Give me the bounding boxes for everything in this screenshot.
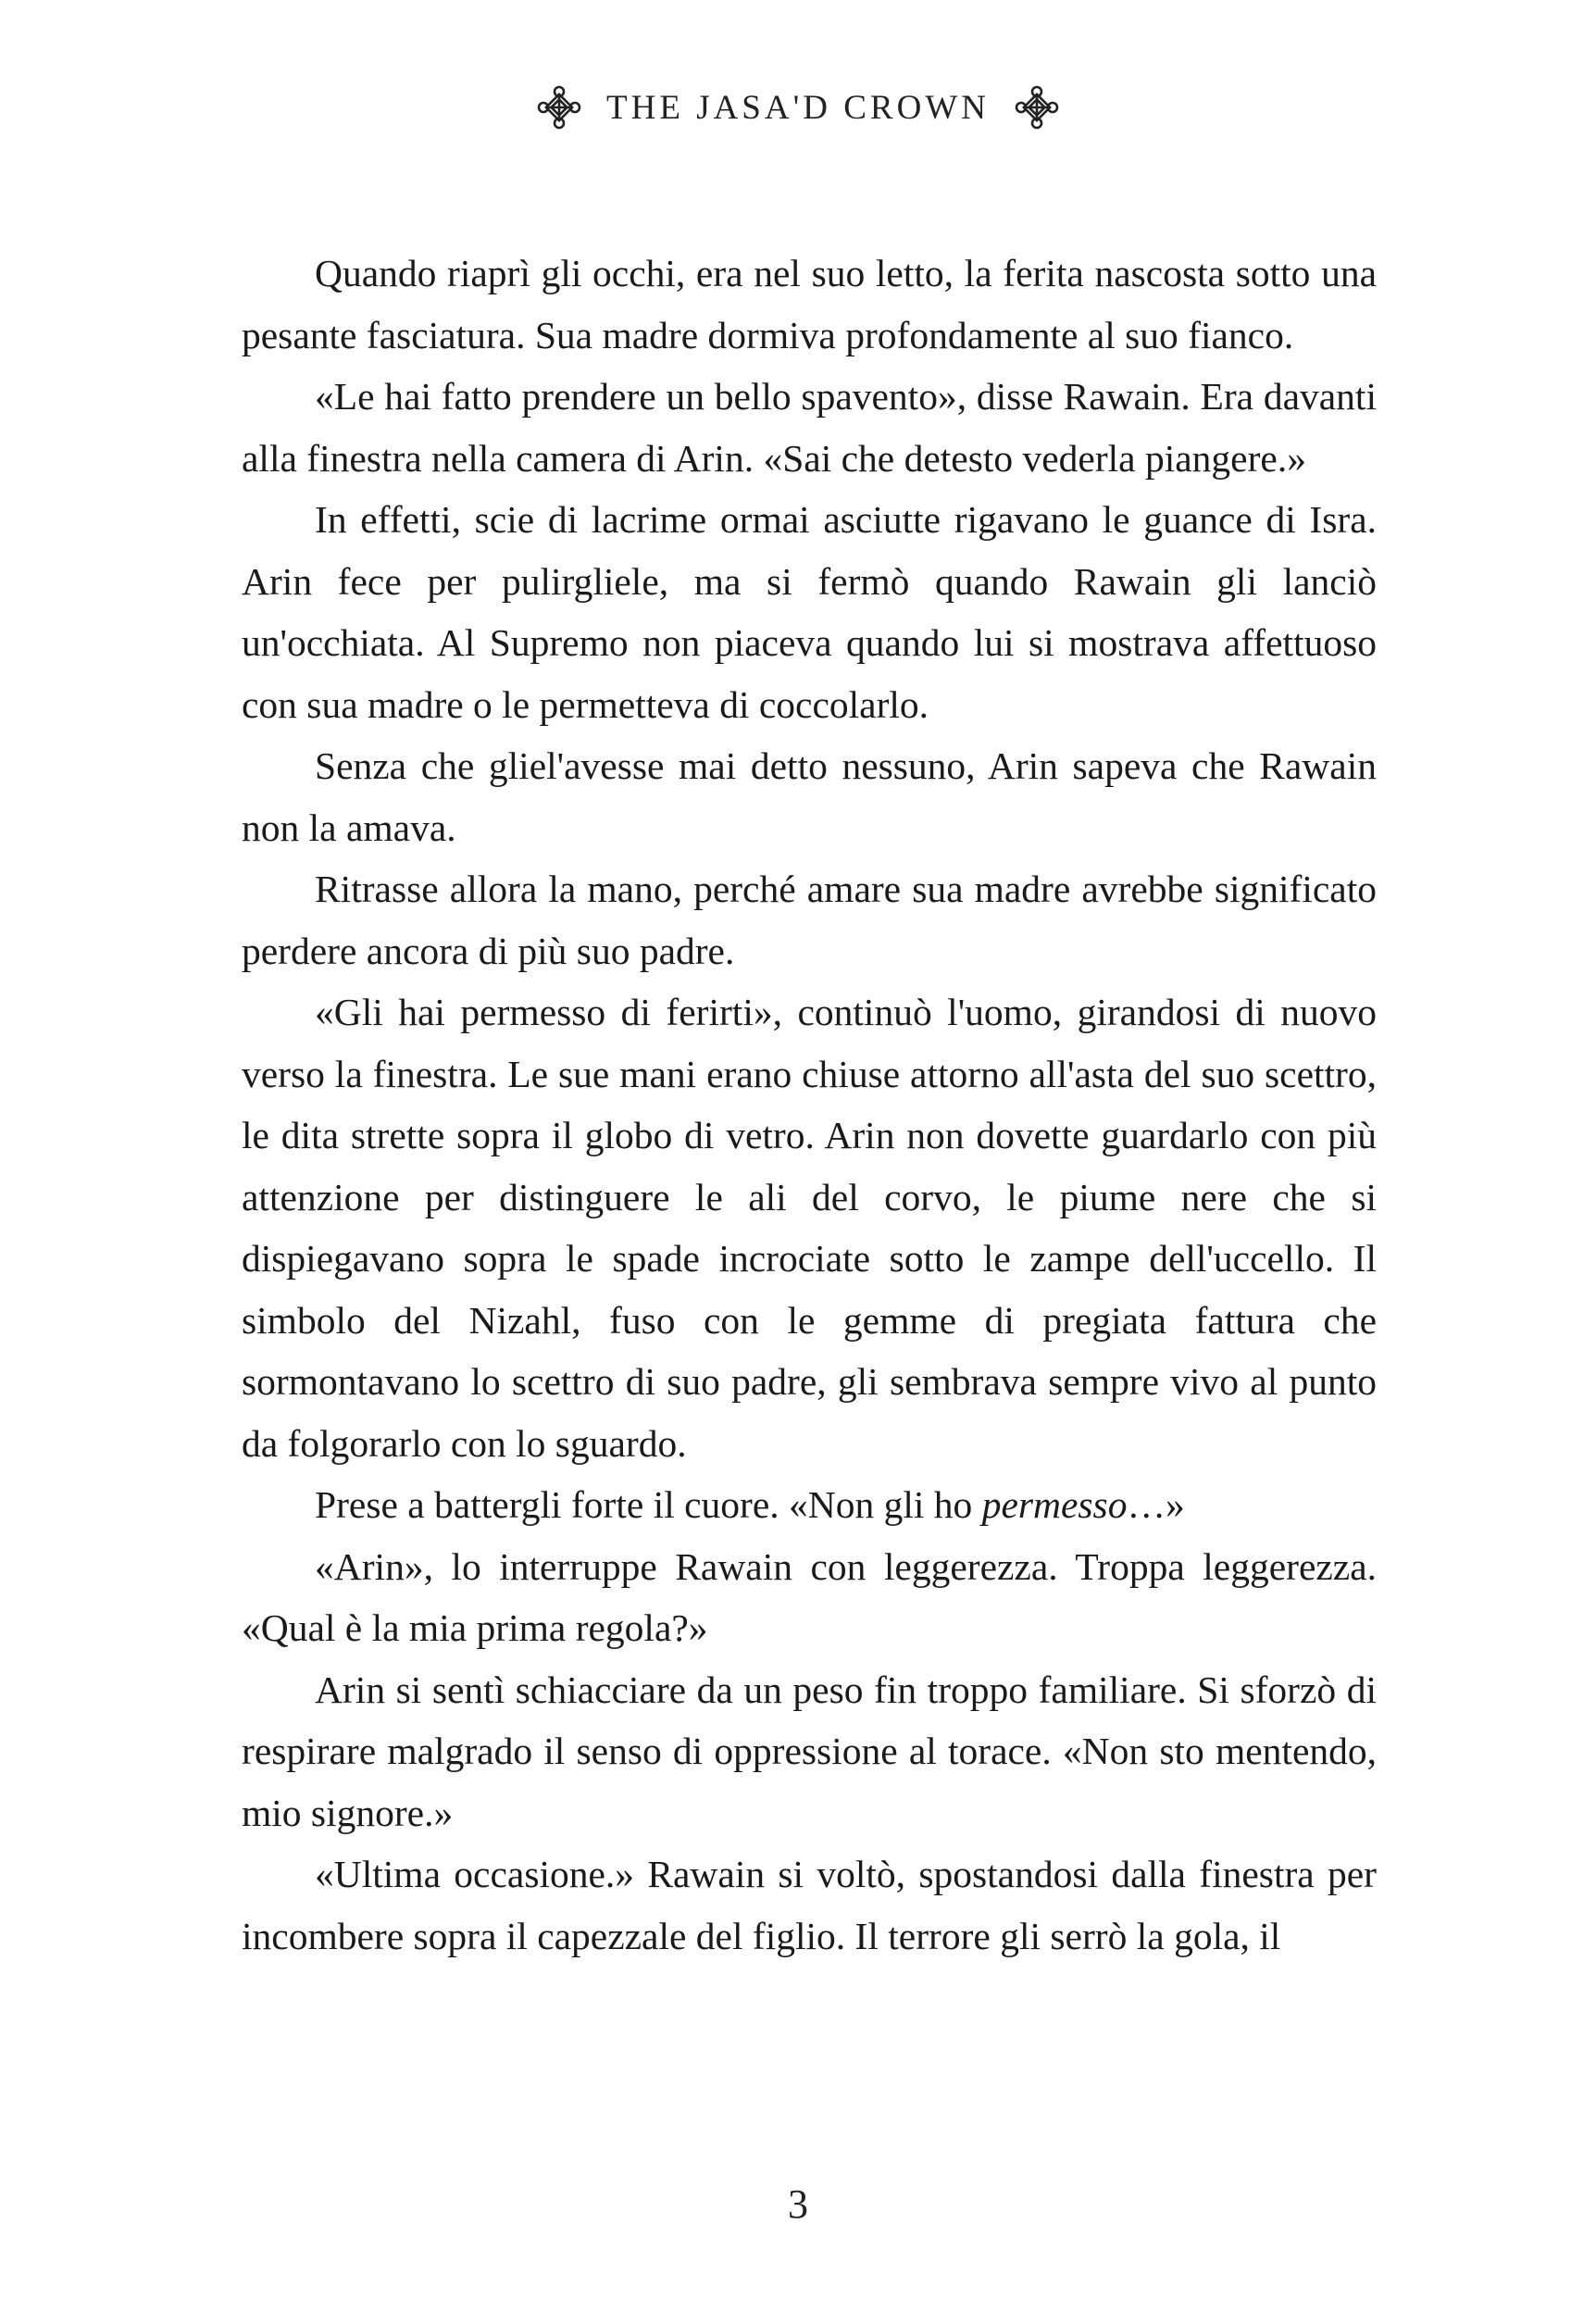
paragraph: «Le hai fatto prendere un bello spavento», disse Rawain. Era davanti alla finestra nella camera di Arin. «Sai che detesto vederla piangere.» [242, 375, 1377, 480]
page-number: 3 [788, 2181, 808, 2227]
paragraph: «Ultima occasione.» Rawain si voltò, spostandosi dalla finestra per incombere sopra il capezzale del figlio. Il terrore gli serrò la gola, il [242, 1853, 1377, 1957]
body-text [242, 243, 1377, 1967]
running-title: THE JASA'D CROWN [606, 88, 990, 127]
knot-ornament-icon [1014, 84, 1060, 131]
paragraph-text: Prese a battergli forte il cuore. «Non gli ho [315, 1483, 982, 1526]
paragraph: Ritrasse allora la mano, perché amare sua madre avrebbe significato perdere ancora di più suo padre. [242, 868, 1377, 972]
paragraph: Senza che gliel'avesse mai detto nessuno, Arin sapeva che Rawain non la amava. [242, 744, 1377, 849]
paragraph [242, 1474, 1377, 1536]
knot-ornament-icon [536, 84, 582, 131]
paragraph: In effetti, scie di lacrime ormai asciutte rigavano le guance di Isra. Arin fece per pulirgliele, ma si fermò quando Rawain gli lanciò un'occhiata. Al Supremo non piaceva quando lui si mostrava affettuoso con sua madre o le permetteva di coccolarlo. [242, 498, 1377, 726]
paragraph: Arin si sentì schiacciare da un peso fin troppo familiare. Si sforzò di respirare malgrado il senso di oppressione al torace. «Non sto mentendo, mio signore.» [242, 1668, 1377, 1834]
italic-word: permesso [981, 1483, 1128, 1526]
paragraph: «Gli hai permesso di ferirti», continuò l'uomo, girandosi di nuovo verso la finestra. Le sue mani erano chiuse attorno all'asta del suo scettro, le dita strette sopra il globo di vetro. Arin non dovette guardarlo con più attenzione per distinguere le ali del corvo, le piume nere che si dispiegavano sopra le spade incrociate sotto le zampe dell'uccello. Il simbolo del Nizahl, fuso con le gemme di pregiata fattura che sormontavano lo scettro di suo padre, gli sembrava sempre vivo al punto da folgorarlo con lo sguardo. [242, 991, 1377, 1465]
paragraph: «Arin», lo interruppe Rawain con leggerezza. Troppa leggerezza. «Qual è la mia prima regola?» [242, 1544, 1377, 1649]
paragraph: Quando riaprì gli occhi, era nel suo letto, la ferita nascosta sotto una pesante fasciatura. Sua madre dormiva profondamente al suo fianco. [242, 252, 1377, 356]
paragraph-text: …» [1127, 1483, 1185, 1526]
running-head [0, 80, 1596, 135]
